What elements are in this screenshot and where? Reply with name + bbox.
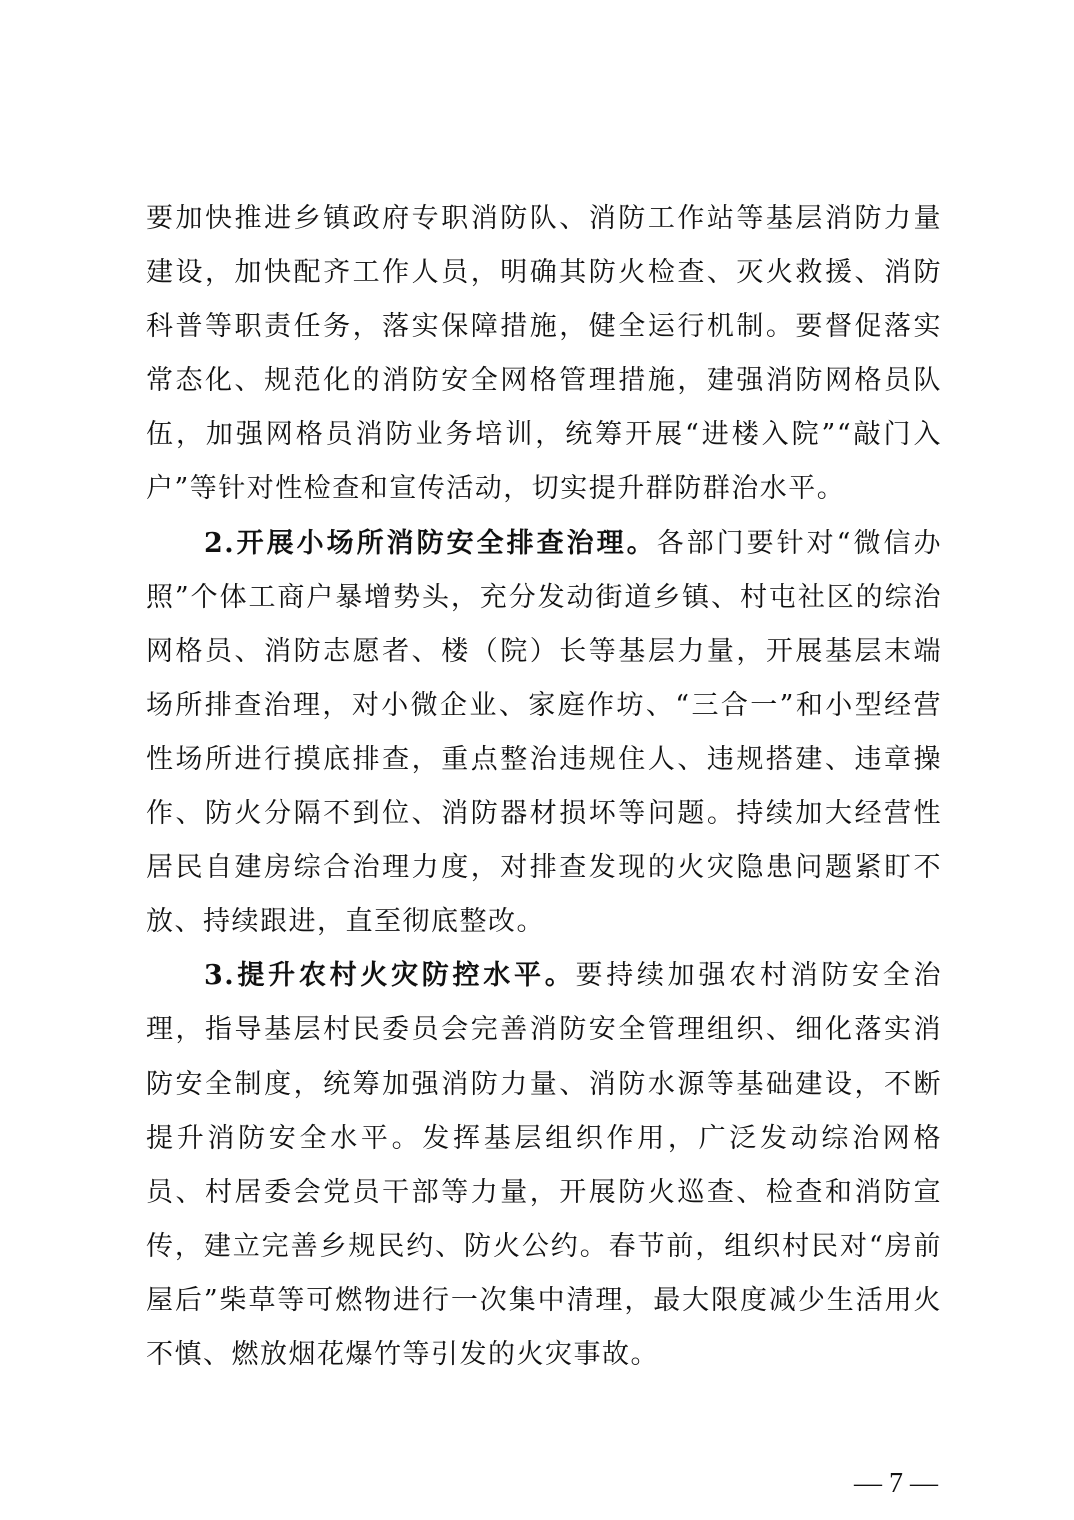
paragraph-small-venues <box>146 517 942 950</box>
paragraph-continuation <box>146 192 942 517</box>
paragraph-3-body: 要持续加强农村消防安全治理，指导基层村民委员会完善消防安全管理组织、细化落实消防安全制度，统筹加强消防力量、消防水源等基础建设，不断提升消防安全水平。发挥基层组织作用，广泛发动综治网格员、村居委会党员干部等力量，开展防火巡查、检查和消防宣传，建立完善乡规民约、防火公约。春节前，组织村民对“房前屋后”柴草等可燃物进行一次集中清理，最大限度减少生活用火不慎、燃放烟花爆竹等引发的火灾事故。 <box>146 960 943 1370</box>
paragraph-2-heading: 2.开展小场所消防安全排查治理。 <box>204 527 657 559</box>
paragraph-rural-fire-prevention <box>146 949 942 1382</box>
paragraph-1-body: 要加快推进乡镇政府专职消防队、消防工作站等基层消防力量建设，加快配齐工作人员，明确其防火检查、灭火救援、消防科普等职责任务，落实保障措施，健全运行机制。要督促落实常态化、规范化的消防安全网格管理措施，建强消防网格员队伍，加强网格员消防业务培训，统筹开展“进楼入院”“敲门入户”等针对性检查和宣传活动，切实提升群防群治水平。 <box>146 203 942 505</box>
body-text <box>146 192 942 1382</box>
paragraph-3-heading: 3.提升农村火灾防控水平。 <box>204 960 576 992</box>
page-number: — 7 — <box>854 1468 938 1499</box>
paragraph-2-body: 各部门要针对“微信办照”个体工商户暴增势头，充分发动街道乡镇、村屯社区的综治网格员、消防志愿者、楼（院）长等基层力量，开展基层末端场所排查治理，对小微企业、家庭作坊、“三合一”和小型经营性场所进行摸底排查，重点整治违规住人、违规搭建、违章操作、防火分隔不到位、消防器材损坏等问题。持续加大经营性居民自建房综合治理力度，对排查发现的火灾隐患问题紧盯不放、持续跟进，直至彻底整改。 <box>146 527 942 938</box>
